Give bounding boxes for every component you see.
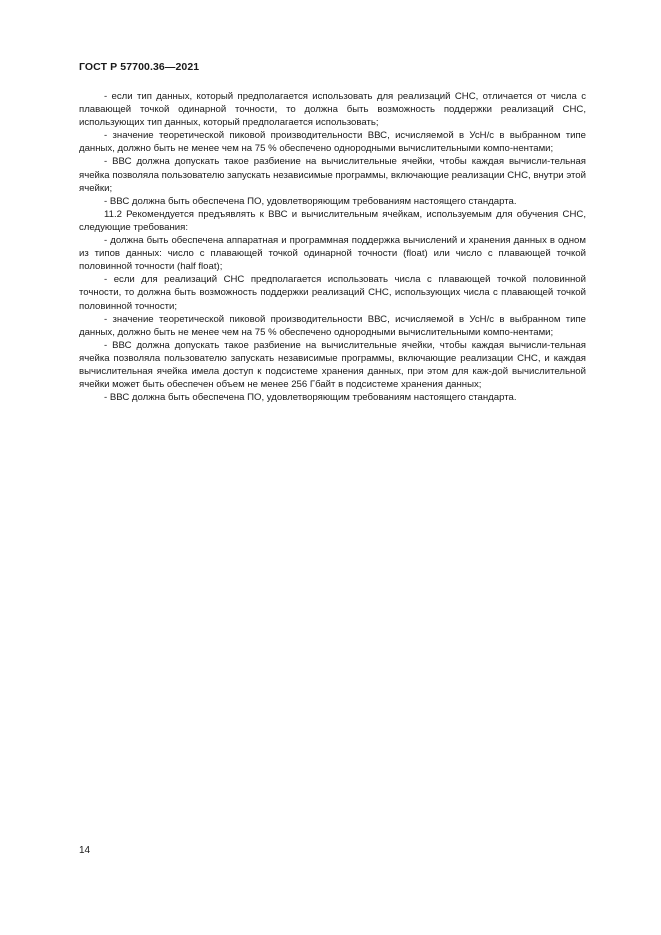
paragraph-peak-performance-training: - значение теоретической пиковой производительности ВВС, исчисляемой в УсН/с в выбранном типе данных, должно быть не менее чем на 75 % обеспечено однородными вычислительными компо-нентами; bbox=[79, 313, 586, 338]
page-number: 14 bbox=[79, 845, 91, 856]
paragraph-peak-performance: - значение теоретической пиковой производительности ВВС, исчисляемой в УсН/с в выбранном типе данных, должно быть не менее чем на 75 % обеспечено однородными вычислительными компо-нентами; bbox=[79, 130, 586, 155]
paragraph-float-support: - должна быть обеспечена аппаратная и программная поддержка вычислений и хранения данных в одном из типов данных: число с плавающей точкой одинарной точности (float) или число с плавающей точкой половинной точности (half float); bbox=[79, 235, 586, 273]
paragraph-data-type-support: - если тип данных, который предполагается использовать для реализаций СНС, отличается от числа с плавающей точкой одинарной точности, то должна быть возможность поддержки реализаций СНС, использующих тип данных, который предполагается использовать; bbox=[79, 91, 586, 129]
paragraph-cell-partitioning: - ВВС должна допускать такое разбиение на вычислительные ячейки, чтобы каждая вычисли-тельная ячейка позволяла пользователю запускать независимые программы, включающие реализации СНС, внутри этой ячейки; bbox=[79, 156, 586, 194]
paragraph-section-11-2: 11.2 Рекомендуется предъявлять к ВВС и вычислительным ячейкам, используемым для обучения СНС, следующие требования: bbox=[79, 208, 586, 233]
paragraph-software-requirements-training: - ВВС должна быть обеспечена ПО, удовлетворяющим требованиям настоящего стандарта. bbox=[104, 392, 517, 404]
standard-code-header: ГОСТ Р 57700.36—2021 bbox=[79, 61, 200, 73]
document-body bbox=[79, 90, 586, 404]
paragraph-half-float-support: - если для реализаций СНС предполагается использовать числа с плавающей точкой половинной точности, то должна быть возможность поддержки реализаций СНС, использующих числа с плавающей точкой половинной точности; bbox=[79, 274, 586, 312]
paragraph-software-requirements: - ВВС должна быть обеспечена ПО, удовлетворяющим требованиям настоящего стандарта. bbox=[104, 195, 517, 207]
paragraph-cell-partitioning-storage: - ВВС должна допускать такое разбиение на вычислительные ячейки, чтобы каждая вычисли-тельная ячейка позволяла пользователю запускать независимые программы, включающие реализации СНС, и каждая вычислительная ячейка имела доступ к подсистеме хранения данных, при этом для каж-дой вычислительной ячейки может быть обеспечен объем не менее 256 Гбайт в подсистеме хранения данных; bbox=[79, 339, 586, 391]
